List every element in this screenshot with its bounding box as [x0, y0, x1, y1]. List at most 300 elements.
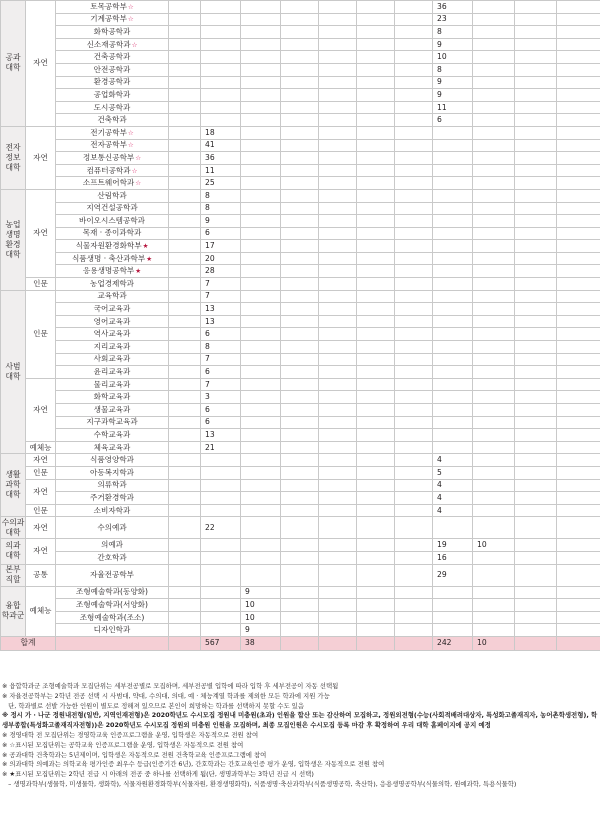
quota-cell-c5: [473, 454, 515, 467]
quota-cell-c2: [241, 378, 281, 391]
empty-cell: [319, 139, 357, 152]
quota-cell-c5: [473, 164, 515, 177]
empty-cell: [281, 479, 319, 492]
quota-cell-c5: [473, 139, 515, 152]
quota-cell-c5: [473, 189, 515, 202]
quota-cell-c5: [473, 101, 515, 114]
department-label: 수의예과: [97, 522, 127, 532]
empty-cell: [515, 38, 557, 51]
quota-cell-c3: [357, 429, 395, 442]
department-name: [56, 454, 169, 467]
department-name: [56, 63, 169, 76]
empty-cell: [169, 551, 201, 564]
quota-cell-c3: [357, 290, 395, 303]
quota-cell-c1: 41: [201, 139, 241, 152]
empty-cell: [515, 89, 557, 102]
empty-cell: [281, 1, 319, 14]
quota-cell-c5: [473, 303, 515, 316]
quota-cell-c5: [473, 290, 515, 303]
empty-cell: [395, 416, 433, 429]
empty-cell: [515, 599, 557, 612]
quota-cell-c3: [357, 152, 395, 165]
quota-cell-c2: [241, 466, 281, 479]
field-cell: 인문: [26, 504, 56, 517]
quota-cell-c1: [201, 38, 241, 51]
quota-cell-c4: 36: [433, 1, 473, 14]
quota-cell-c1: [201, 539, 241, 552]
quota-cell-c4: 6: [433, 114, 473, 127]
empty-cell: [395, 328, 433, 341]
quota-cell-c1: 28: [201, 265, 241, 278]
empty-cell: [281, 101, 319, 114]
field-cell: 자연: [26, 479, 56, 504]
table-row: [1, 101, 600, 114]
quota-cell-c2: [241, 353, 281, 366]
empty-cell: [281, 177, 319, 190]
empty-cell: [169, 1, 201, 14]
empty-cell: [557, 636, 600, 650]
empty-cell: [281, 366, 319, 379]
quota-cell-c3: [357, 416, 395, 429]
footnote: ※ ★표시된 모집단위는 2학년 진급 시 아래의 전공 중 하나를 선택하게 됨(단, 생명과학부는 3학년 진급 시 선택): [2, 770, 314, 779]
empty-cell: [281, 586, 319, 599]
quota-cell-c1: 13: [201, 315, 241, 328]
empty-cell: [169, 504, 201, 517]
empty-cell: [515, 265, 557, 278]
department-name: [56, 152, 169, 165]
quota-cell-c2: [241, 539, 281, 552]
quota-cell-c1: 18: [201, 126, 241, 139]
empty-cell: [319, 114, 357, 127]
empty-cell: [281, 227, 319, 240]
quota-cell-c5: [473, 177, 515, 190]
college-label: 의과 대학: [5, 541, 21, 561]
quota-cell-c2: [241, 227, 281, 240]
footnote: ※ 융합학과군 조형예술학과 모집단위는 세부전공별로 모집하며, 세부전공별 입학에 따라 입학 후 세부전공이 자동 선택됨: [2, 682, 339, 690]
empty-cell: [395, 227, 433, 240]
empty-cell: [319, 26, 357, 39]
department-label: 환경공학과: [93, 77, 131, 87]
table-row: [1, 551, 600, 564]
empty-cell: [281, 215, 319, 228]
department-name: [56, 189, 169, 202]
empty-cell: [515, 517, 557, 539]
quota-cell-c5: [473, 278, 515, 291]
department-name: [56, 126, 169, 139]
department-name: [56, 1, 169, 14]
empty-cell: [319, 252, 357, 265]
quota-cell-c2: [241, 76, 281, 89]
empty-cell: [557, 278, 600, 291]
college-label: 융합 학과군: [1, 601, 25, 621]
table-row: [1, 63, 600, 76]
table-row: [1, 353, 600, 366]
quota-cell-c4: [433, 341, 473, 354]
quota-cell-c2: [241, 564, 281, 586]
empty-cell: [395, 429, 433, 442]
empty-cell: [281, 492, 319, 505]
quota-cell-c3: [357, 551, 395, 564]
department-name: [56, 492, 169, 505]
table-row: [1, 215, 600, 228]
department-label: 지리교육과: [93, 341, 131, 351]
empty-cell: [515, 416, 557, 429]
empty-cell: [169, 624, 201, 637]
empty-cell: [281, 290, 319, 303]
college-label: 전자 정보 대학: [5, 142, 21, 172]
quota-cell-c2: [241, 366, 281, 379]
quota-cell-c5: [473, 378, 515, 391]
empty-cell: [395, 114, 433, 127]
empty-cell: [557, 13, 600, 26]
empty-cell: [169, 378, 201, 391]
empty-cell: [169, 265, 201, 278]
quota-cell-c5: [473, 492, 515, 505]
field-cell: 자연: [26, 1, 56, 127]
empty-cell: [281, 189, 319, 202]
department-name: [56, 240, 169, 253]
quota-cell-c2: 10: [241, 599, 281, 612]
table-row: [1, 76, 600, 89]
table-row: [1, 164, 600, 177]
empty-cell: [169, 38, 201, 51]
empty-cell: [319, 429, 357, 442]
college-label: 사범 대학: [5, 362, 21, 382]
quota-cell-c5: [473, 227, 515, 240]
department-name: [56, 564, 169, 586]
hollow-star-icon: ☆: [135, 179, 142, 188]
empty-cell: [169, 139, 201, 152]
empty-cell: [395, 101, 433, 114]
empty-cell: [319, 189, 357, 202]
table-row: [1, 624, 600, 637]
department-name: [56, 252, 169, 265]
quota-cell-c2: [241, 517, 281, 539]
empty-cell: [319, 353, 357, 366]
quota-cell-c4: [433, 177, 473, 190]
quota-cell-c1: 20: [201, 252, 241, 265]
empty-cell: [169, 404, 201, 417]
empty-cell: [557, 378, 600, 391]
empty-cell: [281, 76, 319, 89]
table-row: [1, 429, 600, 442]
empty-cell: [281, 517, 319, 539]
table-row: [1, 466, 600, 479]
empty-cell: [395, 624, 433, 637]
empty-cell: [319, 378, 357, 391]
department-label: 조형예술학과(서양화): [76, 599, 148, 609]
quota-cell-c1: 6: [201, 366, 241, 379]
table-row: [1, 240, 600, 253]
empty-cell: [515, 564, 557, 586]
empty-cell: [395, 551, 433, 564]
quota-cell-c5: [473, 564, 515, 586]
department-label: 토목공학부: [90, 1, 127, 11]
empty-cell: [281, 454, 319, 467]
empty-cell: [281, 466, 319, 479]
empty-cell: [395, 152, 433, 165]
table-row: [1, 492, 600, 505]
empty-cell: [319, 504, 357, 517]
quota-cell-c1: 8: [201, 341, 241, 354]
solid-star-icon: ★: [135, 267, 142, 276]
total-row: [1, 636, 600, 650]
hollow-star-icon: ☆: [127, 128, 134, 137]
table-row: [1, 290, 600, 303]
empty-cell: [169, 353, 201, 366]
department-label: 소비자학과: [93, 505, 131, 515]
quota-cell-c4: 19: [433, 539, 473, 552]
quota-cell-c1: [201, 13, 241, 26]
total-c3: [357, 636, 395, 650]
empty-cell: [169, 126, 201, 139]
quota-cell-c5: [473, 252, 515, 265]
empty-cell: [281, 636, 319, 650]
table-row: [1, 51, 600, 64]
quota-cell-c1: 13: [201, 429, 241, 442]
quota-cell-c5: [473, 504, 515, 517]
empty-cell: [319, 551, 357, 564]
empty-cell: [515, 63, 557, 76]
empty-cell: [319, 202, 357, 215]
empty-cell: [557, 63, 600, 76]
empty-cell: [395, 13, 433, 26]
quota-cell-c3: [357, 586, 395, 599]
quota-cell-c2: [241, 63, 281, 76]
quota-cell-c1: [201, 586, 241, 599]
department-label: 디자인학과: [93, 625, 131, 635]
quota-cell-c3: [357, 101, 395, 114]
quota-cell-c2: [241, 265, 281, 278]
empty-cell: [169, 240, 201, 253]
empty-cell: [395, 189, 433, 202]
quota-cell-c5: [473, 366, 515, 379]
quota-cell-c4: 8: [433, 26, 473, 39]
department-label: 전기공학부: [90, 127, 127, 137]
department-name: [56, 265, 169, 278]
empty-cell: [281, 265, 319, 278]
quota-cell-c1: [201, 63, 241, 76]
empty-cell: [281, 13, 319, 26]
empty-cell: [395, 215, 433, 228]
empty-cell: [169, 51, 201, 64]
department-name: [56, 366, 169, 379]
quota-cell-c1: [201, 551, 241, 564]
quota-cell-c1: [201, 1, 241, 14]
empty-cell: [319, 366, 357, 379]
empty-cell: [169, 479, 201, 492]
department-label: 물리교육과: [93, 379, 131, 389]
empty-cell: [281, 341, 319, 354]
table-row: [1, 328, 600, 341]
empty-cell: [557, 126, 600, 139]
empty-cell: [169, 586, 201, 599]
empty-cell: [515, 240, 557, 253]
quota-cell-c4: 9: [433, 76, 473, 89]
quota-cell-c3: [357, 404, 395, 417]
college-label: 생활 과학 대학: [5, 470, 21, 500]
quota-cell-c1: [201, 466, 241, 479]
empty-cell: [319, 240, 357, 253]
college-cell: [1, 539, 26, 564]
quota-cell-c2: [241, 215, 281, 228]
empty-cell: [169, 202, 201, 215]
empty-cell: [319, 611, 357, 624]
empty-cell: [395, 51, 433, 64]
empty-cell: [319, 636, 357, 650]
quota-cell-c2: [241, 551, 281, 564]
empty-cell: [557, 539, 600, 552]
department-name: [56, 429, 169, 442]
quota-cell-c5: [473, 202, 515, 215]
table-row: [1, 366, 600, 379]
empty-cell: [395, 240, 433, 253]
empty-cell: [557, 504, 600, 517]
hollow-star-icon: ☆: [127, 15, 134, 24]
empty-cell: [557, 1, 600, 14]
empty-cell: [557, 366, 600, 379]
quota-cell-c4: 29: [433, 564, 473, 586]
department-name: [56, 290, 169, 303]
quota-cell-c4: [433, 353, 473, 366]
department-name: [56, 164, 169, 177]
empty-cell: [281, 63, 319, 76]
empty-cell: [557, 416, 600, 429]
quota-cell-c5: [473, 429, 515, 442]
table-row: [1, 599, 600, 612]
quota-cell-c4: [433, 139, 473, 152]
quota-cell-c5: [473, 353, 515, 366]
empty-cell: [319, 265, 357, 278]
table-row: [1, 517, 600, 539]
quota-cell-c5: [473, 240, 515, 253]
empty-cell: [515, 586, 557, 599]
empty-cell: [395, 599, 433, 612]
quota-cell-c3: [357, 89, 395, 102]
empty-cell: [169, 466, 201, 479]
empty-cell: [281, 391, 319, 404]
empty-cell: [557, 564, 600, 586]
table-row: [1, 341, 600, 354]
quota-cell-c5: [473, 599, 515, 612]
footnotes: [2, 682, 598, 790]
empty-cell: [169, 366, 201, 379]
empty-cell: [395, 278, 433, 291]
empty-cell: [319, 539, 357, 552]
quota-cell-c3: [357, 564, 395, 586]
quota-cell-c3: [357, 38, 395, 51]
empty-cell: [395, 1, 433, 14]
footnote: – 생명과학부(생물학, 미생물학, 생화학), 식물자원환경화학부(식물자원, 환경생명화학), 식품생명·축산과학부(식품생명공학, 축산학), 응용생명공학부(식물의학, 원예과학, 특용식물학): [2, 779, 517, 788]
empty-cell: [281, 89, 319, 102]
empty-cell: [395, 315, 433, 328]
quota-cell-c4: 11: [433, 101, 473, 114]
quota-cell-c2: [241, 89, 281, 102]
footnote: ※ 경영대학 전 모집단위는 경영학교육 인증프로그램을 운영, 입학생은 자동적으로 전원 참여: [2, 730, 259, 739]
empty-cell: [169, 441, 201, 454]
quota-cell-c1: [201, 89, 241, 102]
quota-cell-c1: [201, 492, 241, 505]
empty-cell: [169, 189, 201, 202]
empty-cell: [319, 152, 357, 165]
quota-cell-c1: [201, 611, 241, 624]
empty-cell: [281, 504, 319, 517]
field-cell: 공통: [26, 564, 56, 586]
empty-cell: [515, 252, 557, 265]
quota-cell-c3: [357, 164, 395, 177]
empty-cell: [169, 164, 201, 177]
department-label: 수학교육과: [93, 429, 131, 439]
total-c5: 10: [473, 636, 515, 650]
quota-cell-c3: [357, 139, 395, 152]
empty-cell: [557, 177, 600, 190]
empty-cell: [319, 492, 357, 505]
field-cell: 자연: [26, 189, 56, 277]
empty-cell: [515, 353, 557, 366]
empty-cell: [319, 404, 357, 417]
department-name: [56, 504, 169, 517]
empty-cell: [557, 139, 600, 152]
department-name: [56, 227, 169, 240]
quota-cell-c2: 9: [241, 586, 281, 599]
quota-cell-c1: 6: [201, 416, 241, 429]
department-label: 사회교육과: [93, 354, 131, 364]
quota-cell-c5: [473, 13, 515, 26]
department-label: 아동복지학과: [89, 467, 134, 477]
quota-cell-c5: [473, 551, 515, 564]
field-cell: 자연: [26, 454, 56, 467]
empty-cell: [515, 26, 557, 39]
table-row: [1, 189, 600, 202]
empty-cell: [319, 101, 357, 114]
quota-cell-c4: [433, 189, 473, 202]
empty-cell: [557, 303, 600, 316]
quota-cell-c5: [473, 479, 515, 492]
quota-cell-c4: [433, 391, 473, 404]
college-cell: [1, 126, 26, 189]
quota-cell-c2: [241, 303, 281, 316]
empty-cell: [515, 391, 557, 404]
table-row: [1, 611, 600, 624]
empty-cell: [557, 599, 600, 612]
empty-cell: [557, 492, 600, 505]
quota-cell-c2: [241, 252, 281, 265]
empty-cell: [169, 564, 201, 586]
department-label: 컴퓨터공학과: [86, 165, 131, 175]
empty-cell: [515, 13, 557, 26]
empty-cell: [281, 539, 319, 552]
quota-cell-c4: [433, 290, 473, 303]
table-row: [1, 539, 600, 552]
empty-cell: [281, 551, 319, 564]
empty-cell: [281, 51, 319, 64]
empty-cell: [515, 164, 557, 177]
field-cell: 인문: [26, 278, 56, 291]
empty-cell: [169, 539, 201, 552]
empty-cell: [319, 63, 357, 76]
empty-cell: [319, 51, 357, 64]
quota-cell-c1: 17: [201, 240, 241, 253]
empty-cell: [557, 624, 600, 637]
quota-cell-c5: [473, 441, 515, 454]
empty-cell: [395, 303, 433, 316]
department-label: 지역건설공학과: [86, 203, 138, 213]
empty-cell: [515, 429, 557, 442]
table-row: [1, 303, 600, 316]
quota-cell-c2: [241, 454, 281, 467]
quota-cell-c2: [241, 404, 281, 417]
quota-cell-c3: [357, 1, 395, 14]
